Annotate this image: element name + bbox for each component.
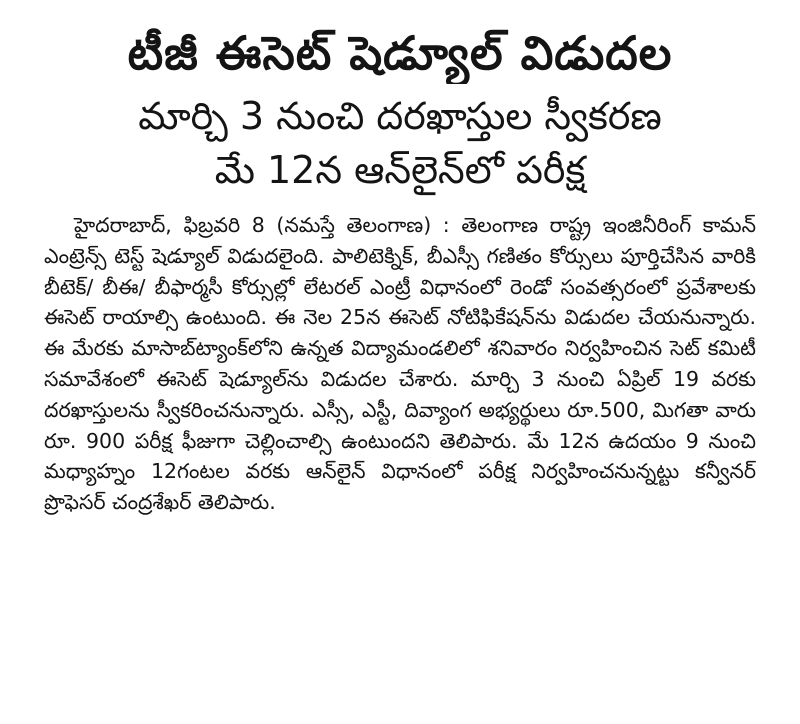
subheadline-applications: మార్చి 3 నుంచి దరఖాస్తుల స్వీకరణ bbox=[138, 94, 662, 138]
subheadline-exam-date: మే 12న ఆన్‌లైన్‌లో పరీక్ష bbox=[214, 148, 586, 192]
headline: టీజీ ఈసెట్‌ షెడ్యూల్‌ విడుదల bbox=[127, 26, 673, 80]
article-body: హైదరాబాద్‌, ఫిబ్రవరి 8 (నమస్తే తెలంగాణ) : తెలంగాణ రాష్ట్ర ఇంజినీరింగ్‌ కామన్‌ ఎంట్రెన్స్‌ టెస్ట్‌ షెడ్యూల్‌ విడుదలైంది. పాలిటెక్నిక్‌, బీఎస్సీ గణితం కోర్సులు పూర్తిచేసిన వారికి బీటెక్‌/ బీఈ/ బీఫార్మసీ కోర్సుల్లో లేటరల్‌ ఎంట్రీ విధానంలో రెండో సంవత్సరంలో ప్రవేశాలకు ఈసెట్‌ రాయాల్సి ఉంటుంది. ఈ నెల 25న ఈసెట్‌ నోటిఫికేషన్‌ను విడుదల చేయనున్నారు. ఈ మేరకు మాసాబ్‌ట్యాంక్‌లోని ఉన్నత విద్యామండలిలో శనివారం నిర్వహించిన సెట్‌ కమిటీ సమావేశంలో ఈసెట్‌ షెడ్యూల్‌ను విడుదల చేశారు. మార్చి 3 నుంచి ఏప్రిల్‌ 19 వరకు దరఖాస్తులను స్వీకరించనున్నారు. ఎస్సీ, ఎస్టీ, దివ్యాంగ అభ్యర్థులు రూ.500, మిగతా వారు రూ. 900 పరీక్ష ఫీజుగా చెల్లించాల్సి ఉంటుందని తెలిపారు. మే 12న ఉదయం 9 నుంచి మధ్యాహ్నం 12గంటల వరకు ఆన్‌లైన్‌ విధానంలో పరీక్ష నిర్వహించనున్నట్టు కన్వీనర్‌ ప్రొఫెసర్‌ చంద్రశేఖర్‌ తెలిపారు. bbox=[44, 213, 756, 515]
